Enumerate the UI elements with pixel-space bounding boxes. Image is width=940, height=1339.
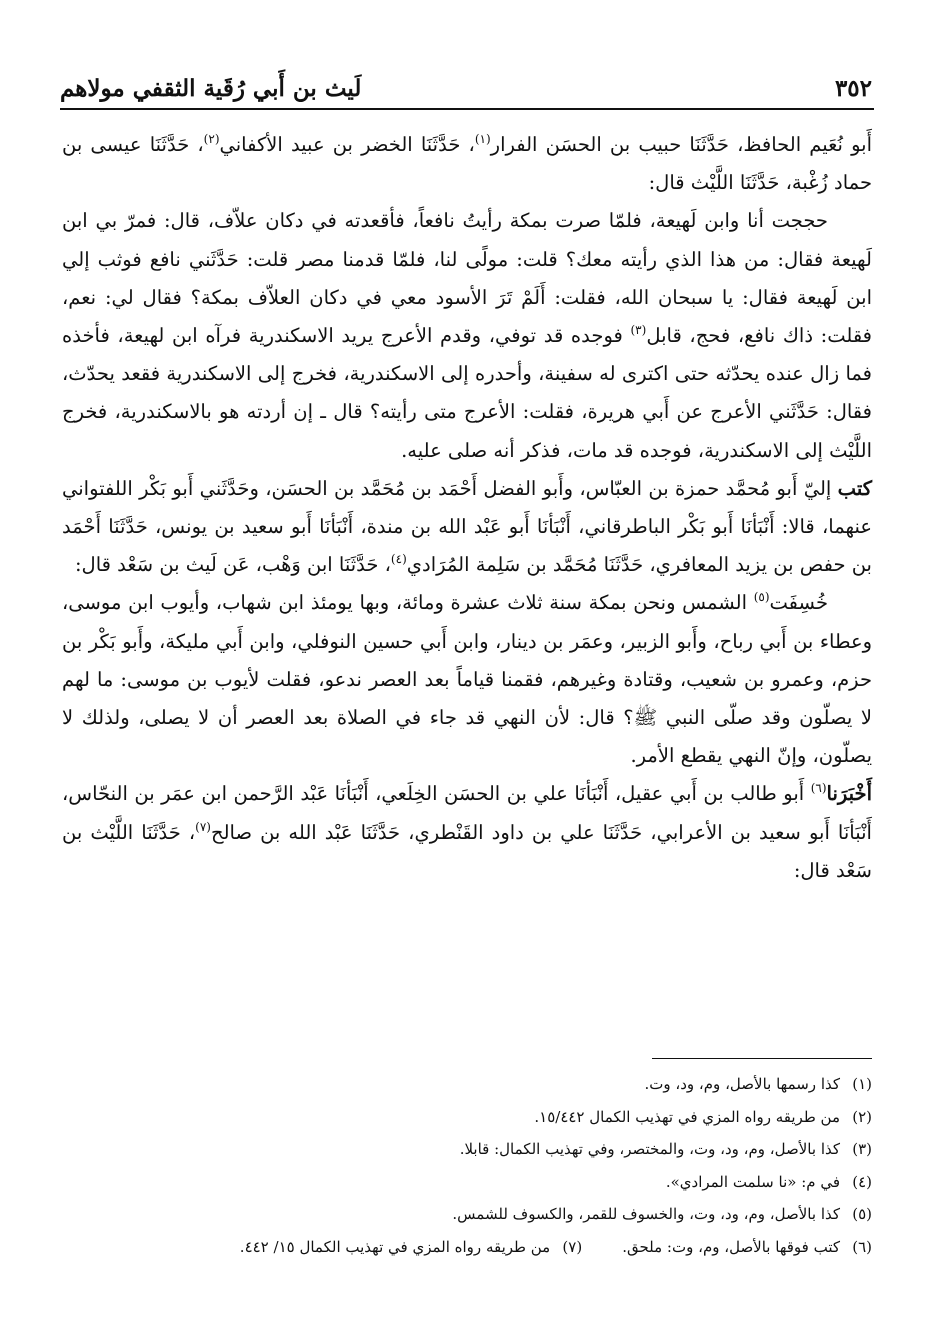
keyword-kataba: كتب: [837, 476, 872, 500]
footnote-rule: [652, 1058, 872, 1059]
footnote-ref-3[interactable]: (٣): [630, 323, 647, 338]
footnote-5: (٥)كذا بالأصل، وم، ود، وت، والخسوف للقمر، والكسوف للشمس.: [452, 1205, 872, 1223]
footnote-1: (١)كذا رسمها بالأصل، وم، ود، وت.: [644, 1075, 872, 1093]
footnote-3: (٣)كذا بالأصل، وم، ود، وت، والمختصر، وفي تهذيب الكمال: قابلا.: [459, 1140, 872, 1158]
footnote-ref-1[interactable]: (١): [474, 132, 491, 146]
paragraph-narration-1: حججت أنا وابن لَهيعة، فلمّا صرت بمكة رأيتُ نافعاً، فأقعدته في دكان علاّف، قال: فمرّ بي ابن لَهيعة فقال: من هذا الذي رأيته معك؟ قلت: مولًى لنا، فلمّا قدمنا مصر قلت: حَدَّثَني نافع فوثب إلي ابن لَهيعة فقال: يا سبحان الله، فقلت: أَلَمْ تَرَ الأسود معي في دكان العلاّف بمكة؟ فقال لي: نعم، فقلت: ذاك نافع، فحج، قابل$^{(٣)}$ فوجده قد توفي، وقدم الأعرج يريد الاسكندرية فرآه ابن لهيعة، فأخذه فما زال عنده يحدّثه حتى اكترى له سفينة، وأحدره إلى الاسكندرية، فخرج إلى الاسكندرية فقعد يحدّث، فقال: حَدَّثَني الأعرج عن أَبي هريرة، فقلت: الأعرج متى رأيته؟ قال ـ إن أردته هو بالاسكندرية، فخرج اللَّيْث إلى الاسكندرية، فوجده قد مات، فذكر أنه صلى عليه.: [62, 209, 873, 462]
paragraph-isnad-3: أَخْبَرَنا$^{(٦)}$ أَبو طالب بن أَبي عقيل، أَنْبَأنَا علي بن الحسَن الخِلَعي، أَنْبَأنَا عَبْد الرَّحمن ابن عمَر بن النحّاس، أَنْبَأنَا أَبو سعيد بن الأعرابي، حَدَّثَنَا علي بن داود القَنْطري، حَدَّثَنَا عَبْد الله بن صالح$^{(٧)}$، حَدَّثَنَا اللَّيْث بن سَعْد قال:: [62, 781, 873, 882]
footnote-ref-4[interactable]: (٤): [390, 552, 407, 567]
footnote-ref-2[interactable]: (٢): [203, 132, 220, 146]
main-text: [62, 126, 872, 890]
footnote-2: (٢)من طريقه رواه المزي في تهذيب الكمال ١٥/٤٤٢.: [534, 1107, 872, 1126]
footnote-ref-7[interactable]: (٧): [195, 819, 211, 834]
footnote-row-6-7: [62, 1231, 872, 1264]
page-number: ٣٥٢: [834, 75, 872, 102]
footnote-4: (٤)في م: «نا سلمت المرادي».: [665, 1172, 872, 1191]
footnotes: [62, 1068, 872, 1263]
footnote-6: (٦)كتب فوقها بالأصل، وم، وت: ملحق.: [622, 1237, 872, 1256]
running-title: لَيث بن أَبي رُقَية الثقفي مولاهم: [60, 75, 362, 102]
keyword-akhbarana: أَخْبَرَنا: [826, 782, 873, 806]
paragraph-isnad-2: كتب إليّ أَبو مُحمَّد حمزة بن العبّاس، وأَبو الفضل أَحْمَد بن مُحَمَّد بن الحسَن، وحَدَّثَني أَبو بَكْر اللفتواني عنهما، قالا: أَنْبَأنَا أَبو بَكْر الباطرقاني، أَنْبَأنَا أَبو عَبْد الله بن مندة، أَنْبَأنَا أَبو سعيد بن يونس، حَدَّثَنَا أَحْمَد بن حفص بن يزيد المعافري، حَدَّثَنَا مُحَمَّد بن سَلِمة المُرَادي$^{(٤)}$، حَدَّثَنَا ابن وَهْب، عَن لَيث بن سَعْد قال:: [62, 476, 872, 577]
header-rule: [60, 108, 874, 110]
footnote-ref-5[interactable]: (٥): [753, 590, 770, 605]
footnote-ref-6[interactable]: (٦): [810, 781, 827, 796]
running-head: [60, 62, 872, 106]
paragraph-isnad-1: أَبو نُعَيم الحافظ، حَدَّثَنَا حبيب بن الحسَن الفرار$^{(١)}$، حَدَّثَنَا الخضر بن عبيد الأكفاني$^{(٢)}$، حَدَّثَنَا عيسى بن حماد زُغْبة، حَدَّثَنَا اللَّيْث قال:: [62, 132, 872, 195]
paragraph-narration-2: خُسِفَت$^{(٥)}$ الشمس ونحن بمكة سنة ثلاث عشرة ومائة، وبها يومئذ ابن شهاب، وأيوب ابن موسى، وعطاء بن أَبي رباح، وأَبو الزبير، وعمَر بن دينار، وابن أَبي حسين النوفلي، وابن أَبي مليكة، وأَبو بَكْر بن حزم، وعمرو بن شعيب، وقتادة وغيرهم، فقمنا قياماً بعد العصر ندعو، فقلت لأيوب بن موسى: ما لهم لا يصلّون وقد صلّى النبي ﷺ؟ قال: لأن النهي قد جاء في الصلاة بعد العصر أن لا يصلى، ولذلك لا يصلّون، وإنّ النهي يقطع الأمر.: [62, 590, 872, 768]
footnote-7: (٧)من طريقه رواه المزي في تهذيب الكمال ١٥/ ٤٤٢.: [239, 1237, 583, 1256]
